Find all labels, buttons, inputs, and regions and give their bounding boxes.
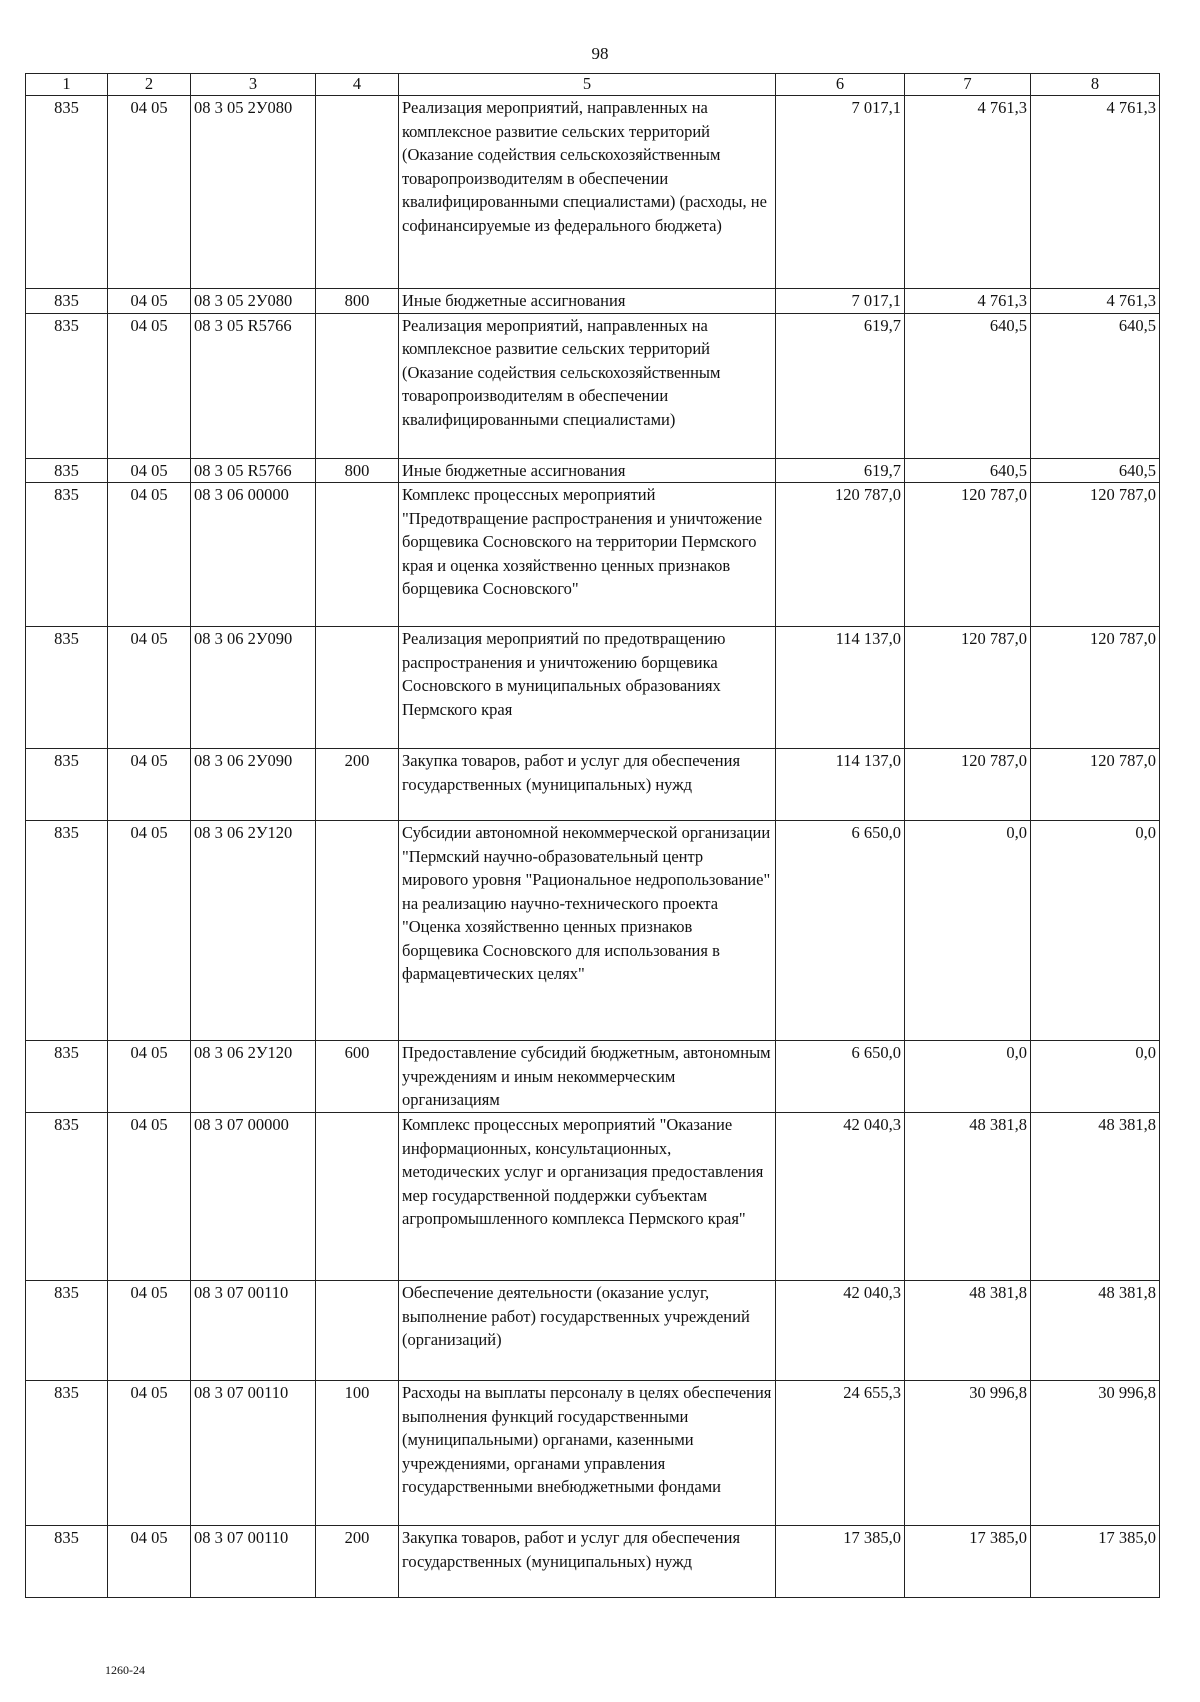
amount-year3-cell: 640,5 — [1031, 313, 1160, 458]
ministry-code-cell: 835 — [26, 313, 108, 458]
item-name-cell: Реализация мероприятий, направленных на комплексное развитие сельских территорий (Оказание содействия сельскохозяйственным товаропроизводителям в обеспечении квалифицированными специалистами) — [399, 313, 776, 458]
target-article-cell: 08 3 05 R5766 — [191, 313, 316, 458]
amount-year3-cell: 48 381,8 — [1031, 1113, 1160, 1281]
ministry-code-cell: 835 — [26, 1113, 108, 1281]
target-article-cell: 08 3 06 2У090 — [191, 627, 316, 749]
ministry-code-cell: 835 — [26, 627, 108, 749]
amount-year2-cell: 640,5 — [905, 458, 1031, 483]
section-code-cell: 04 05 — [108, 96, 191, 289]
amount-year1-cell: 7 017,1 — [776, 289, 905, 314]
table-row — [26, 483, 1160, 627]
table-row — [26, 627, 1160, 749]
amount-year1-cell: 114 137,0 — [776, 627, 905, 749]
amount-year2-cell: 30 996,8 — [905, 1381, 1031, 1526]
amount-year2-cell: 120 787,0 — [905, 483, 1031, 627]
target-article-cell: 08 3 06 00000 — [191, 483, 316, 627]
amount-year1-cell: 619,7 — [776, 458, 905, 483]
amount-year2-cell: 17 385,0 — [905, 1526, 1031, 1598]
section-code-cell: 04 05 — [108, 458, 191, 483]
item-name-cell: Закупка товаров, работ и услуг для обеспечения государственных (муниципальных) нужд — [399, 1526, 776, 1598]
target-article-cell: 08 3 06 2У090 — [191, 749, 316, 821]
amount-year2-cell: 640,5 — [905, 313, 1031, 458]
ministry-code-cell: 835 — [26, 1526, 108, 1598]
ministry-code-cell: 835 — [26, 289, 108, 314]
amount-year3-cell: 120 787,0 — [1031, 483, 1160, 627]
amount-year3-cell: 120 787,0 — [1031, 749, 1160, 821]
item-name-cell: Иные бюджетные ассигнования — [399, 458, 776, 483]
target-article-cell: 08 3 07 00000 — [191, 1113, 316, 1281]
ministry-code-cell: 835 — [26, 1281, 108, 1381]
amount-year3-cell: 30 996,8 — [1031, 1381, 1160, 1526]
table-row — [26, 1041, 1160, 1113]
target-article-cell: 08 3 07 00110 — [191, 1381, 316, 1526]
target-article-cell: 08 3 07 00110 — [191, 1281, 316, 1381]
section-code-cell: 04 05 — [108, 821, 191, 1041]
amount-year1-cell: 6 650,0 — [776, 821, 905, 1041]
amount-year3-cell: 0,0 — [1031, 1041, 1160, 1113]
section-code-cell: 04 05 — [108, 483, 191, 627]
ministry-code-cell: 835 — [26, 458, 108, 483]
amount-year1-cell: 42 040,3 — [776, 1113, 905, 1281]
ministry-code-cell: 835 — [26, 749, 108, 821]
column-header: 2 — [108, 74, 191, 96]
column-header: 1 — [26, 74, 108, 96]
item-name-cell: Субсидии автономной некоммерческой организации "Пермский научно-образовательный центр мирового уровня "Рациональное недропользование" на реализацию научно-технического проекта "Оценка хозяйственно ценных признаков борщевика Сосновского для использования в фармацевтических целях" — [399, 821, 776, 1041]
amount-year3-cell: 0,0 — [1031, 821, 1160, 1041]
section-code-cell: 04 05 — [108, 1381, 191, 1526]
expense-type-cell: 200 — [316, 749, 399, 821]
section-code-cell: 04 05 — [108, 627, 191, 749]
target-article-cell: 08 3 05 R5766 — [191, 458, 316, 483]
expense-type-cell — [316, 313, 399, 458]
amount-year2-cell: 48 381,8 — [905, 1281, 1031, 1381]
expense-type-cell — [316, 96, 399, 289]
expense-type-cell: 200 — [316, 1526, 399, 1598]
table-row — [26, 96, 1160, 289]
amount-year3-cell: 17 385,0 — [1031, 1526, 1160, 1598]
document-code: 1260-24 — [105, 1663, 145, 1677]
table-row — [26, 1381, 1160, 1526]
item-name-cell: Реализация мероприятий, направленных на комплексное развитие сельских территорий (Оказание содействия сельскохозяйственным товаропроизводителям в обеспечении квалифицированными специалистами) (расходы, не софинансируемые из федерального бюджета) — [399, 96, 776, 289]
budget-table — [25, 73, 1160, 1598]
expense-type-cell: 100 — [316, 1381, 399, 1526]
amount-year2-cell: 0,0 — [905, 821, 1031, 1041]
amount-year1-cell: 619,7 — [776, 313, 905, 458]
amount-year1-cell: 120 787,0 — [776, 483, 905, 627]
item-name-cell: Закупка товаров, работ и услуг для обеспечения государственных (муниципальных) нужд — [399, 749, 776, 821]
target-article-cell: 08 3 05 2У080 — [191, 96, 316, 289]
amount-year3-cell: 4 761,3 — [1031, 289, 1160, 314]
amount-year2-cell: 120 787,0 — [905, 627, 1031, 749]
target-article-cell: 08 3 07 00110 — [191, 1526, 316, 1598]
item-name-cell: Предоставление субсидий бюджетным, автономным учреждениям и иным некоммерческим организациям — [399, 1041, 776, 1113]
column-header: 7 — [905, 74, 1031, 96]
ministry-code-cell: 835 — [26, 483, 108, 627]
amount-year2-cell: 120 787,0 — [905, 749, 1031, 821]
column-header: 3 — [191, 74, 316, 96]
section-code-cell: 04 05 — [108, 313, 191, 458]
target-article-cell: 08 3 06 2У120 — [191, 821, 316, 1041]
item-name-cell: Иные бюджетные ассигнования — [399, 289, 776, 314]
item-name-cell: Комплекс процессных мероприятий "Предотвращение распространения и уничтожение борщевика Сосновского на территории Пермского края и оценка хозяйственно ценных признаков борщевика Сосновского" — [399, 483, 776, 627]
table-row — [26, 1281, 1160, 1381]
section-code-cell: 04 05 — [108, 1113, 191, 1281]
item-name-cell: Реализация мероприятий по предотвращению распространения и уничтожению борщевика Сосновского в муниципальных образованиях Пермского края — [399, 627, 776, 749]
item-name-cell: Комплекс процессных мероприятий "Оказание информационных, консультационных, методических услуг и организация предоставления мер государственной поддержки субъектам агропромышленного комплекса Пермского края" — [399, 1113, 776, 1281]
expense-type-cell — [316, 1281, 399, 1381]
table-row — [26, 458, 1160, 483]
section-code-cell: 04 05 — [108, 1281, 191, 1381]
section-code-cell: 04 05 — [108, 1041, 191, 1113]
amount-year2-cell: 0,0 — [905, 1041, 1031, 1113]
amount-year2-cell: 4 761,3 — [905, 96, 1031, 289]
table-row — [26, 821, 1160, 1041]
page-number: 98 — [591, 44, 609, 63]
amount-year2-cell: 4 761,3 — [905, 289, 1031, 314]
table-row — [26, 313, 1160, 458]
ministry-code-cell: 835 — [26, 1381, 108, 1526]
expense-type-cell: 800 — [316, 289, 399, 314]
amount-year1-cell: 7 017,1 — [776, 96, 905, 289]
expense-type-cell — [316, 821, 399, 1041]
expense-type-cell — [316, 483, 399, 627]
column-header: 4 — [316, 74, 399, 96]
column-header: 6 — [776, 74, 905, 96]
amount-year1-cell: 114 137,0 — [776, 749, 905, 821]
target-article-cell: 08 3 06 2У120 — [191, 1041, 316, 1113]
table-row — [26, 289, 1160, 314]
section-code-cell: 04 05 — [108, 289, 191, 314]
amount-year2-cell: 48 381,8 — [905, 1113, 1031, 1281]
table-row — [26, 749, 1160, 821]
column-header: 8 — [1031, 74, 1160, 96]
amount-year1-cell: 24 655,3 — [776, 1381, 905, 1526]
amount-year3-cell: 4 761,3 — [1031, 96, 1160, 289]
header-row — [26, 74, 1160, 96]
table-row — [26, 1526, 1160, 1598]
amount-year1-cell: 6 650,0 — [776, 1041, 905, 1113]
target-article-cell: 08 3 05 2У080 — [191, 289, 316, 314]
expense-type-cell — [316, 1113, 399, 1281]
ministry-code-cell: 835 — [26, 821, 108, 1041]
amount-year3-cell: 48 381,8 — [1031, 1281, 1160, 1381]
amount-year1-cell: 17 385,0 — [776, 1526, 905, 1598]
section-code-cell: 04 05 — [108, 1526, 191, 1598]
ministry-code-cell: 835 — [26, 96, 108, 289]
amount-year3-cell: 120 787,0 — [1031, 627, 1160, 749]
item-name-cell: Обеспечение деятельности (оказание услуг, выполнение работ) государственных учреждений (организаций) — [399, 1281, 776, 1381]
amount-year1-cell: 42 040,3 — [776, 1281, 905, 1381]
table-row — [26, 1113, 1160, 1281]
expense-type-cell: 600 — [316, 1041, 399, 1113]
section-code-cell: 04 05 — [108, 749, 191, 821]
expense-type-cell — [316, 627, 399, 749]
column-header: 5 — [399, 74, 776, 96]
amount-year3-cell: 640,5 — [1031, 458, 1160, 483]
expense-type-cell: 800 — [316, 458, 399, 483]
item-name-cell: Расходы на выплаты персоналу в целях обеспечения выполнения функций государственными (муниципальными) органами, казенными учреждениями, органами управления государственными внебюджетными фондами — [399, 1381, 776, 1526]
ministry-code-cell: 835 — [26, 1041, 108, 1113]
